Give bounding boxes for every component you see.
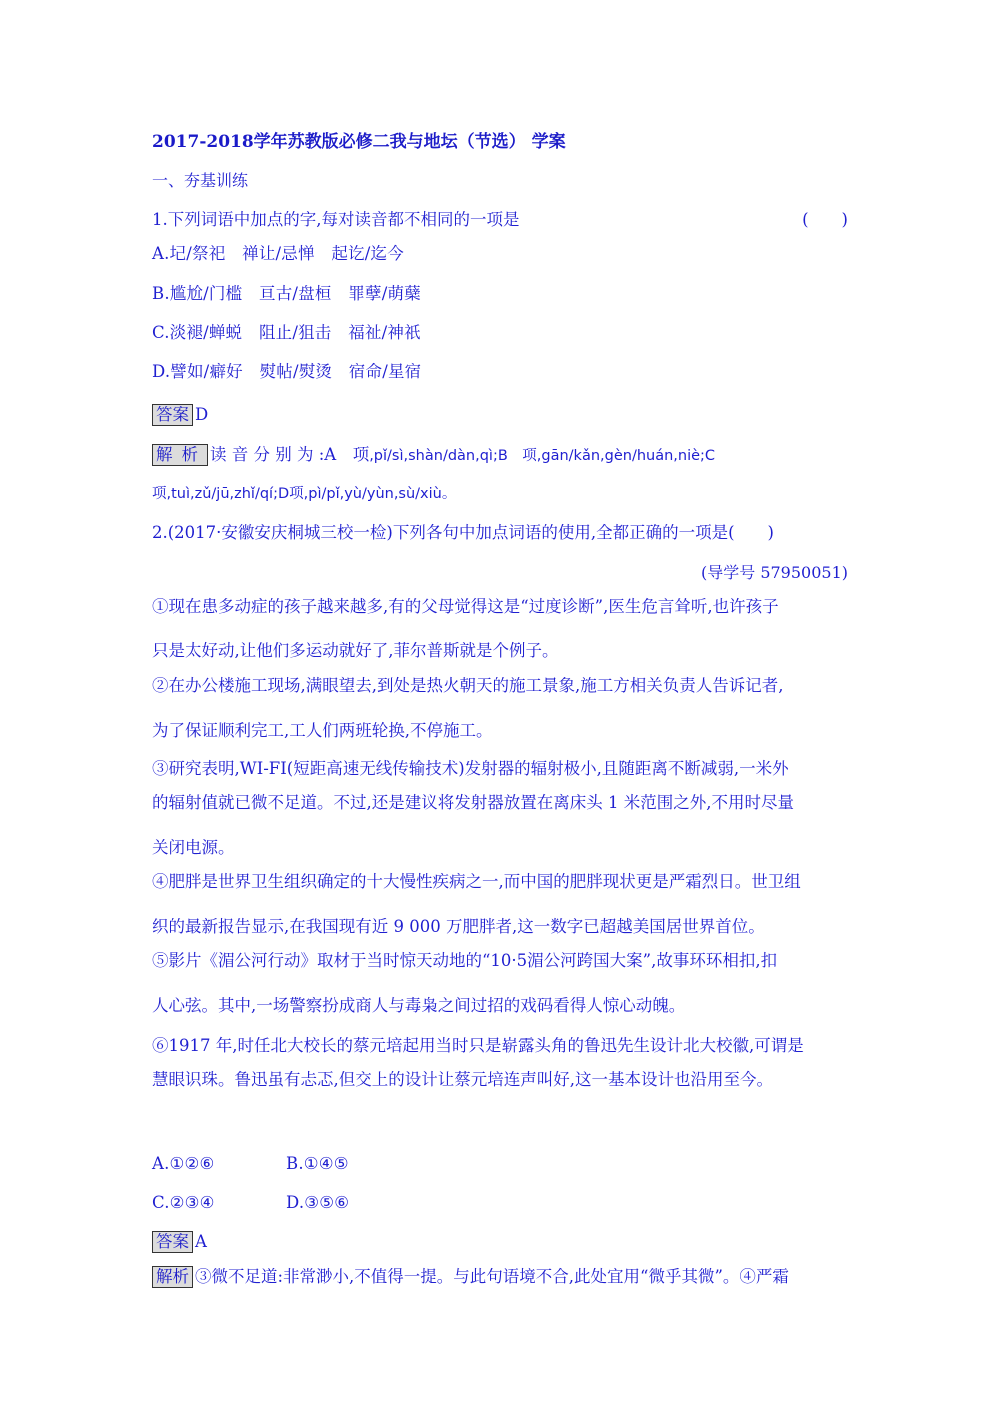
sentence-1-line-2: 只是太好动,让他们多运动就好了,菲尔普斯就是个例子。: [152, 641, 559, 660]
question-1-option-d: D.譬如/癖好 熨帖/熨烫 宿命/星宿: [152, 362, 422, 381]
question-2-ref: (导学号 57950051): [700, 563, 848, 582]
question-1-text: 1.下列词语中加点的字,每对读音都不相同的一项是: [152, 210, 520, 229]
question-1-analysis-line-1: [152, 444, 715, 467]
sentence-4-line-2: 织的最新报告显示,在我国现有近 9 000 万肥胖者,这一数字已超越美国居世界首位。: [152, 917, 765, 936]
question-1-answer: [152, 404, 208, 426]
answer-blank: ( ): [802, 210, 848, 229]
answer-label: 答案: [152, 1231, 193, 1253]
sentence-5-line-2: 人心弦。其中,一场警察扮成商人与毒枭之间过招的戏码看得人惊心动魄。: [152, 996, 686, 1015]
section-heading: 一、夯基训练: [152, 171, 249, 190]
question-2-option-a: A.①②⑥: [152, 1154, 215, 1173]
question-1-option-c: C.淡褪/蝉蜕 阻止/狙击 福祉/神祇: [152, 323, 421, 342]
answer-label: 答案: [152, 404, 193, 426]
analysis-text-b: ,pǐ/sì,shàn/dàn,qì;B 项,gān/kǎn,gèn/huán,niè;C: [369, 448, 716, 464]
analysis-label: 解析: [152, 1266, 193, 1288]
sentence-4-line-1: ④肥胖是世界卫生组织确定的十大慢性疾病之一,而中国的肥胖现状更是严霜烈日。世卫组: [152, 872, 801, 891]
analysis-text: ③微不足道:非常渺小,不值得一提。与此句语境不合,此处宜用“微乎其微”。④严霜: [195, 1267, 789, 1286]
answer-value: D: [195, 405, 209, 424]
sentence-5-line-1: ⑤影片《湄公河行动》取材于当时惊天动地的“10·5湄公河跨国大案”,故事环环相扣,扣: [152, 951, 778, 970]
question-1-option-a: A.圮/祭祀 禅让/忌惮 起讫/迄今: [152, 244, 404, 263]
sentence-3-line-1: ③研究表明,WI-FI(短距高速无线传输技术)发射器的辐射极小,且随距离不断减弱,一米外: [152, 759, 789, 778]
sentence-3-line-2: 的辐射值就已微不足道。不过,还是建议将发射器放置在离床头 1 米范围之外,不用时尽量: [152, 793, 794, 812]
question-2-option-c: C.②③④: [152, 1193, 215, 1212]
sentence-6-line-2: 慧眼识珠。鲁迅虽有忐忑,但交上的设计让蔡元培连声叫好,这一基本设计也沿用至今。: [152, 1070, 773, 1089]
question-2-stem: 2.(2017·安徽安庆桐城三校一检)下列各句中加点词语的使用,全都正确的一项是( ): [152, 523, 774, 542]
sentence-6-line-1: ⑥1917 年,时任北大校长的蔡元培起用当时只是崭露头角的鲁迅先生设计北大校徽,可谓是: [152, 1036, 804, 1055]
sentence-1-line-1: ①现在患多动症的孩子越来越多,有的父母觉得这是“过度诊断”,医生危言耸听,也许孩子: [152, 597, 779, 616]
sentence-2-line-1: ②在办公楼施工现场,满眼望去,到处是热火朝天的施工景象,施工方相关负责人告诉记者,: [152, 676, 784, 695]
question-2-option-d: D.③⑤⑥: [286, 1193, 350, 1212]
question-2-option-b: B.①④⑤: [286, 1154, 349, 1173]
question-1-option-b: B.尴尬/门槛 亘古/盘桓 罪孽/萌蘖: [152, 284, 421, 303]
question-2-answer: [152, 1231, 207, 1253]
sentence-2-line-2: 为了保证顺利完工,工人们两班轮换,不停施工。: [152, 721, 493, 740]
question-1-analysis-line-2: 项,tuì,zǔ/jū,zhǐ/qí;D项,pì/pǐ,yù/yùn,sù/xiù。: [152, 486, 457, 502]
analysis-label: 解析: [152, 444, 208, 466]
page-title: 2017-2018学年苏教版必修二我与地坛（节选） 学案: [152, 132, 566, 152]
question-1-stem: [152, 209, 848, 231]
answer-value: A: [195, 1232, 207, 1251]
analysis-text-a: 读 音 分 别 为 :A 项: [210, 445, 370, 464]
question-2-analysis: [152, 1266, 789, 1288]
sentence-3-line-3: 关闭电源。: [152, 838, 235, 857]
